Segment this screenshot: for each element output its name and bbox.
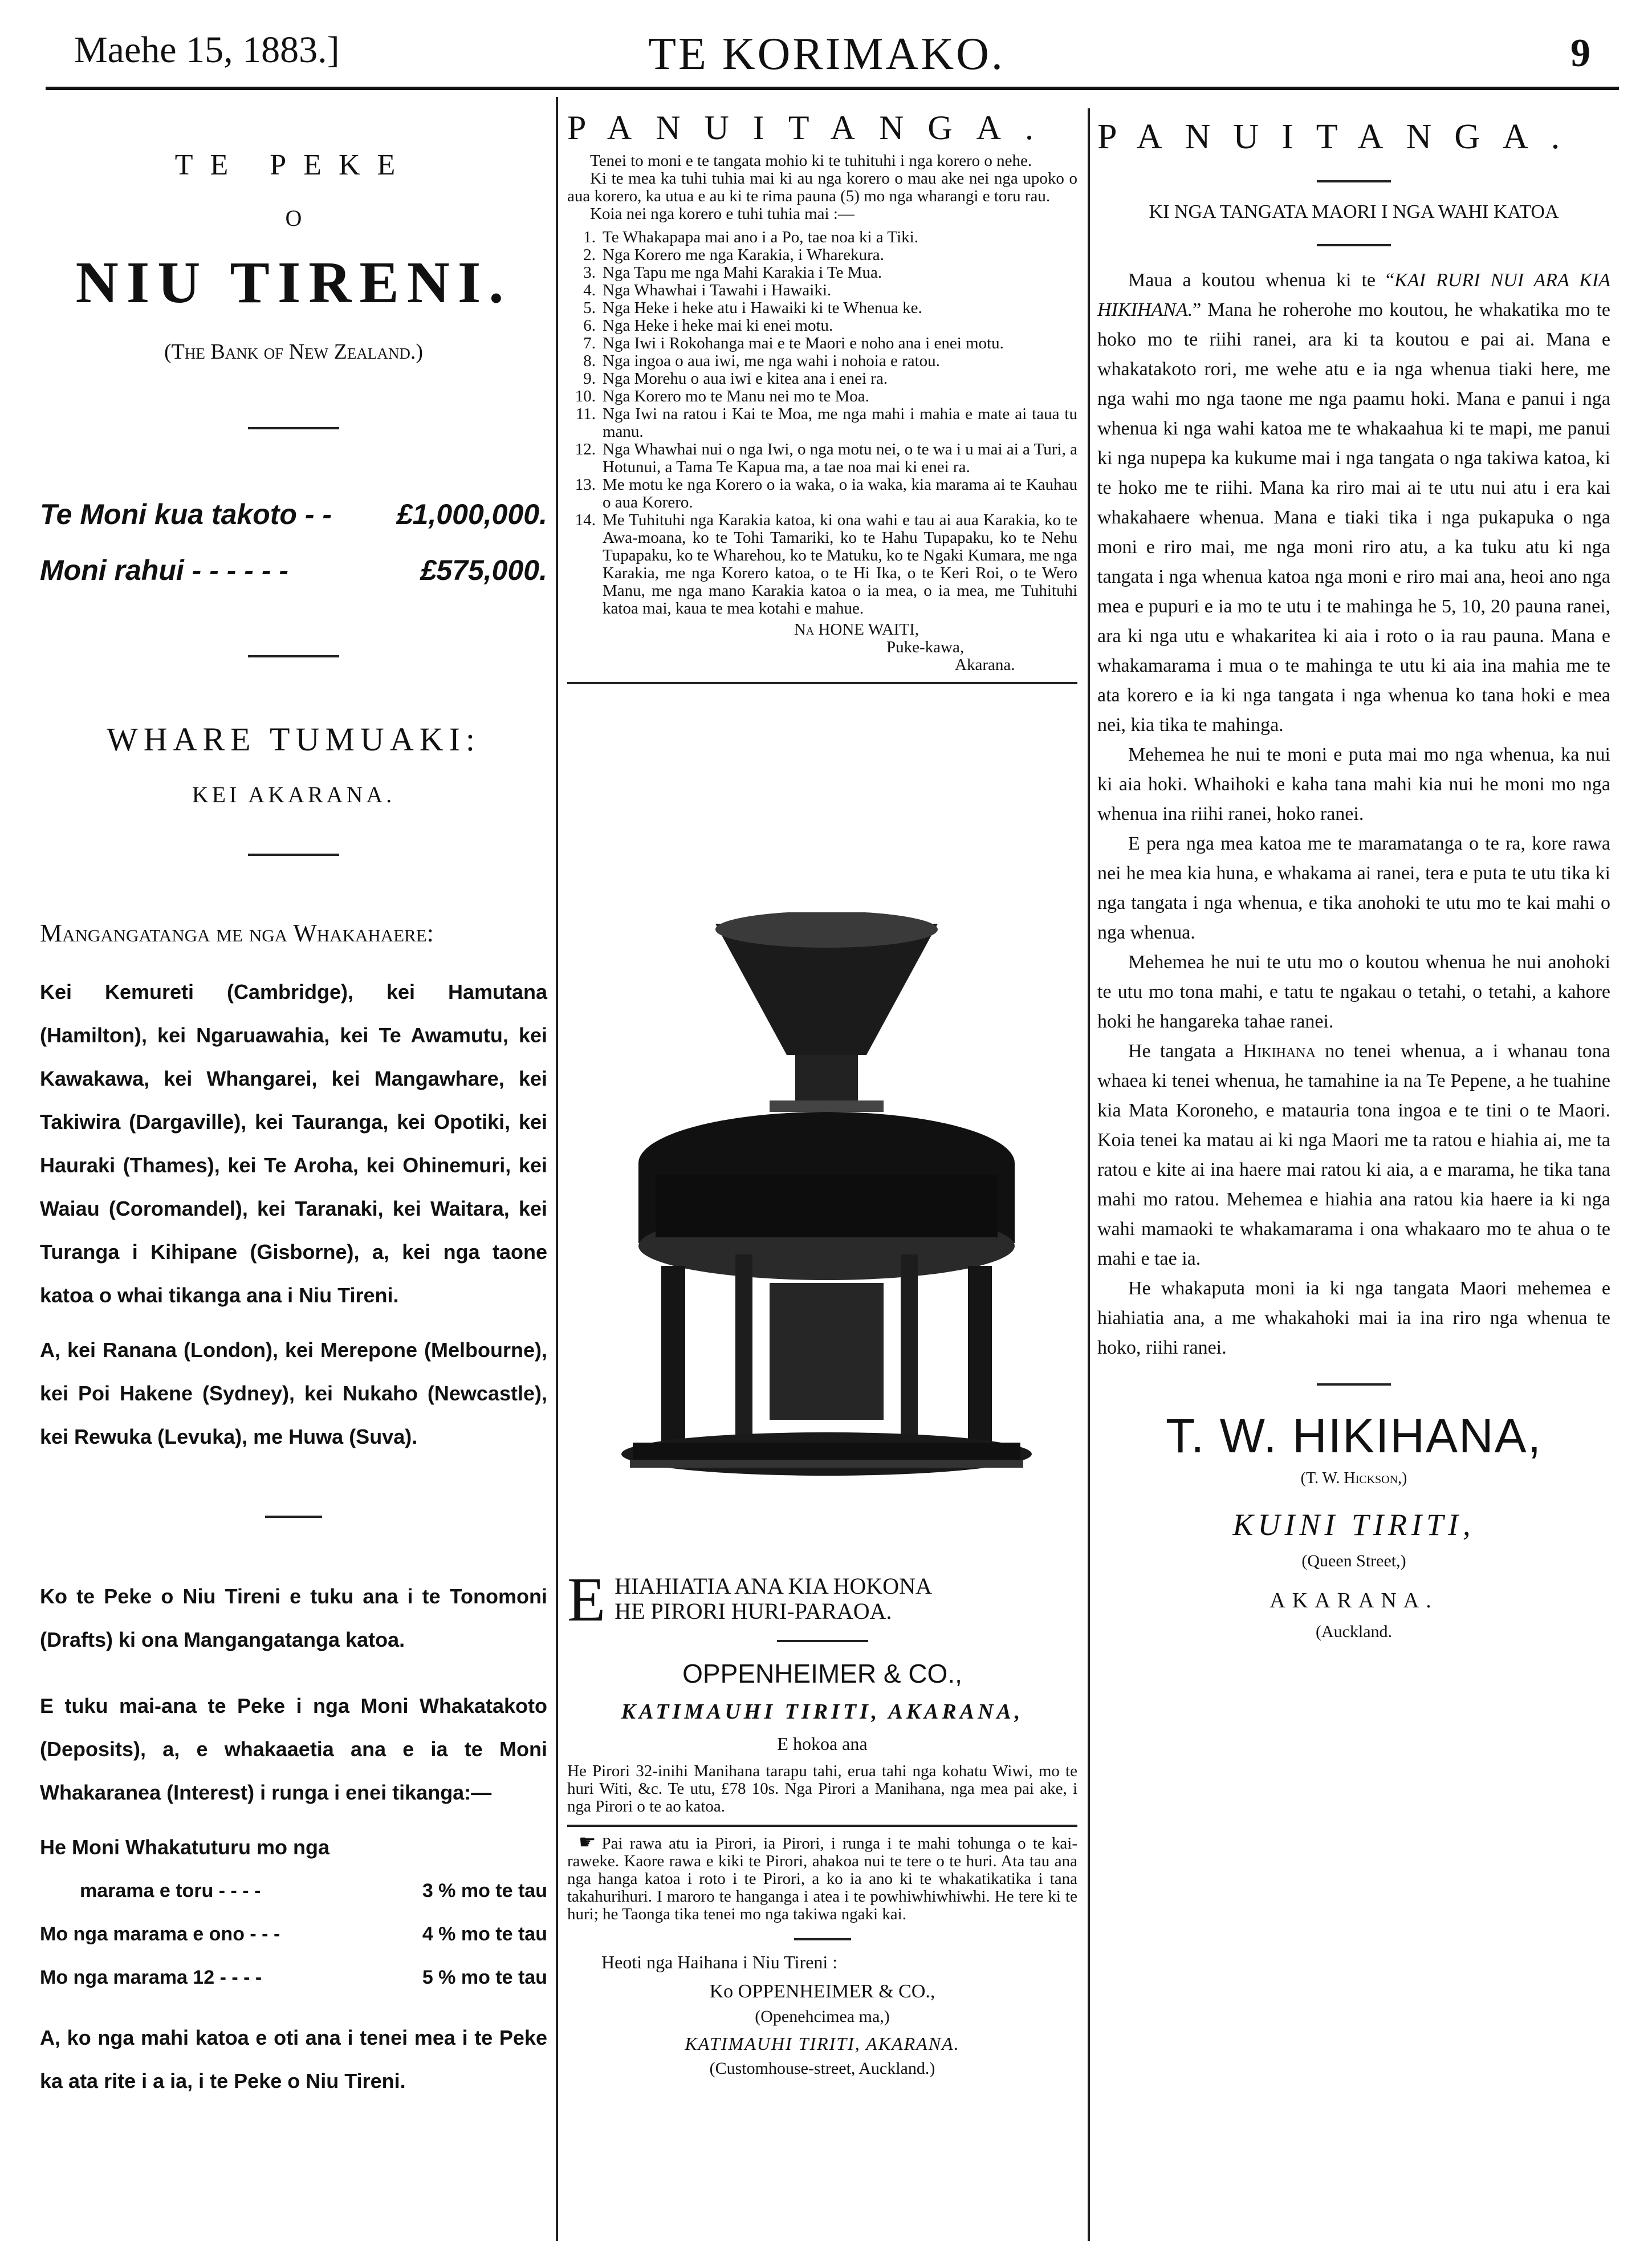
divider: [794, 1938, 851, 1940]
mill-heading-line1: HIAHIATIA ANA KIA HOKONA: [615, 1573, 932, 1599]
surname: Hikihana: [1243, 1041, 1316, 1062]
paragraph: He tangata a Hikihana no tenei whenua, a i whanau tona whaea ki tenei whenua, he tamahine ia na Te Pepene, a he tuahine kia Mata Koroneho, e matauria tona ingoa e te tini o te Maori. Koia tenei ka matau ai ki nga Maori me ta ratou e hiahia ai, me ta ratou e kite ai ina haere mai ratou ki aia, a e marama, he tika tana mahi mo ratou. Mehemea e hiahia ana ratou kia haere ia ki nga wahi mamaoki te whakamarama i ona whakaaro mo te ahua o te mahi e tae ia.: [1097, 1041, 1610, 1269]
column-rule-right: [1088, 108, 1090, 2241]
deposits-text: E tuku mai-ana te Peke i nga Moni Whakatakoto (Deposits), a, e whakaaetia ana e ia te Moni Whakaranea (Interest) i runga i enei tikanga:—: [40, 1694, 547, 1804]
divider: [1317, 244, 1391, 246]
right-notice-subheading: KI NGA TANGATA MAORI I NGA WAHI KATOA: [1149, 201, 1559, 222]
branches-text: Kei Kemureti (Cambridge), kei Hamutana (Hamilton), kei Ngaruawahia, kei Te Awamutu, kei Kawakawa, kei Whangarei, kei Mangawhare, kei Takiwira (Dargaville), kei Tauranga, kei Opotiki, kei Hauraki (Thames), kei Te Aroha, kei Ohinemuri, kei Waiau (Coromandel), kei Taranaki, kei Waitara, kei Turanga i Kihipane (Gisborne), a, kei nga taone katoa o whai tikanga ana i Niu Tireni.: [40, 980, 547, 1307]
interest-rates: [40, 1869, 547, 1999]
overseas-text: A, kei Ranana (London), kei Merepone (Melbourne), kei Poi Hakene (Sydney), kei Nukaho (Newcastle), kei Rewuka (Levuka), me Huwa (Suva).: [40, 1338, 547, 1448]
mill-heading-text: [615, 1574, 932, 1624]
newspaper-title: TE KORIMAKO.: [648, 29, 1005, 79]
head-office-location: KEI AKARANA.: [192, 782, 396, 807]
list-item: 3. Nga Tapu me nga Mahi Karakia i Te Mua.: [583, 263, 882, 282]
paragraph: Mehemea he nui te moni e puta mai mo nga whenua, ka nui ki aia hoki. Whaihoki e kaha tana mahi kia nui he moni mo nga whenua ina riihi ranei, hoko ranei.: [1097, 744, 1610, 825]
agent-name: Ko OPPENHEIMER & CO.,: [709, 1981, 935, 2002]
mill-sells: E hokoa ana: [777, 1733, 868, 1754]
list-item: 6. Nga Heke i heke mai ki enei motu.: [583, 316, 833, 335]
closing-text: A, ko nga mahi katoa e oti ana i tenei mea i te Peke ka ata rite i a ia, i te Peke o Niu Tireni.: [40, 2026, 547, 2093]
mill-promo-text: Pai rawa atu ia Pirori, ia Pirori, i runga i te mahi tohunga o te kai-raweke. Kaore rawa e kiki te Pirori, ahakoa nui te tere o te huri. Ata tau ana nga hanga katoa i roto i te Pirori, a ko ia ano ki te whakatikatika i tana takahurihuri. I maroro te hanganga i atea i te powhiwhiwhiwhi. He tere ki te huri; he Taonga tika tenei mo nga takiwa ngaki kai.: [567, 1834, 1077, 1923]
masthead-rule: [46, 87, 1619, 90]
mill-heading: [567, 1565, 1077, 1634]
mill-product-text: He Pirori 32-inihi Manihana tarapu tahi, erua tahi nga kohatu Wiwi, mo te huri Witi, &c. Te utu, £78 10s. Nga Pirori a Manihana, nga mea pai ake, i nga Pirori o te ao katoa.: [567, 1762, 1077, 1816]
capital-label: Te Moni kua takoto - -: [40, 498, 332, 530]
agent-city: AKARANA.: [1269, 1589, 1438, 1613]
divider: [248, 427, 339, 429]
head-office-title: WHARE TUMUAKI:: [106, 721, 481, 758]
rate-value: 5 % mo te tau: [422, 1967, 547, 1988]
rate-value: 4 % mo te tau: [422, 1923, 547, 1945]
drafts-text: Ko te Peke o Niu Tireni e tuku ana i te Tonomoni (Drafts) ki ona Mangangatanga katoa.: [40, 1585, 547, 1651]
paragraph: Mehemea he nui te utu mo o koutou whenua he nui anohoki te utu mo tona mahi, e tatu te ngakau o tetahi, o tetahi, a kahore hoki he hangareka tahae ranei.: [1097, 952, 1610, 1032]
agent-street: KATIMAUHI TIRITI, AKARANA.: [685, 2033, 960, 2054]
list-item: 1. Te Whakapapa mai ano i a Po, tae noa ki a Tiki.: [583, 228, 918, 246]
section-rule: [567, 1825, 1077, 1827]
notice-list-intro: Koia nei nga korero e tuhi tuhia mai :—: [590, 205, 855, 223]
rates-intro: He Moni Whakatuturu mo nga: [40, 1835, 329, 1859]
list-item: 4. Nga Whawhai i Tawahi i Hawaiki.: [583, 281, 832, 299]
column-rule-left: [556, 97, 558, 2241]
mill-street: KATIMAUHI TIRITI, AKARANA,: [621, 1700, 1024, 1724]
notice-intro: Tenei to moni e te tangata mohio ki te tuhituhi i nga korero o nehe.: [590, 152, 1032, 170]
list-item: 10. Nga Korero mo te Manu nei mo te Moa.: [575, 387, 869, 405]
flour-mill-icon: [599, 912, 1055, 1483]
divider: [265, 1516, 322, 1518]
capital-row: [40, 498, 547, 531]
divider: [777, 1640, 868, 1642]
rate-row: [40, 1956, 547, 1999]
list-item: 14. Me Tuhituhi nga Karakia katoa, ki ona wahi e tau ai aua Karakia, ko te Awa-moana, ko te Tohi Tamariki, ko te Hahu Tupapaku, ko te Nehu Tupapaku, ko te Wharehou, ko te Matuku, ko te Ngaki Kumara, me nga Karakia, me nga Korero katoa, o te Hi Ika, o te Keri Roi, o te Wero Manu, me nga mano Karakia katoa o ia mea, o ia mea, me Tuhituhi katoa mai, kaua te mea kotahi e mahue.: [575, 511, 1077, 618]
rate-row: [40, 1912, 547, 1956]
rate-term: Mo nga marama 12 - - - -: [40, 1967, 262, 1988]
flour-mill-illustration: [599, 912, 1055, 1483]
signature-place2: Akarana.: [955, 656, 1015, 674]
signature-name: Na HONE WAITI,: [794, 620, 919, 639]
reserve-row: [40, 554, 547, 587]
reserve-label: Moni rahui - - - - - -: [40, 554, 289, 586]
divider: [1317, 180, 1391, 182]
agent-surname: T. W. HIKIHANA,: [1165, 1409, 1543, 1463]
issue-date: Maehe 15, 1883.]: [74, 29, 340, 71]
bank-title-line3: NIU TIRENI.: [75, 250, 512, 315]
agent-street-right: KUINI TIRITI,: [1232, 1508, 1475, 1542]
mill-promo: [567, 1834, 1077, 1923]
right-notice-body: [1097, 266, 1610, 1363]
drop-cap: E: [567, 1565, 606, 1634]
right-notice-heading: PANUITANGA.: [1097, 117, 1583, 156]
paragraph: Maua a koutou whenua ki te “KAI RURI NUI ARA KIA HIKIHANA.” Mana he roherohe mo koutou, he whakatika mo te hoko mo te riihi ranei, ara ki ta koutou e pai ai. Mana e whakatakoto rori, me wehe atu e ia nga whenua tiaki here, me nga wahi mo nga taone me nga paamu hoki. Mana e panui i nga whenua ki nga wahi katoa me te whakaahua ki te mapi, me panui ki nga nupepa ka kukume mai i nga tangata o nga takiwa katoa, ki te hoko me te riihi. Mana ka riro mai ai te utu nui atu i era kai whakahaere whenua. Mana e tiaki tika i nga pukapuka o nga moni e riro mai, me nga moni riro atu, a ka tuku atu ki nga tangata i nga whenua katoa nga moni e riro mai ana, heoi ano nga mea e pupuri e ia mo te utu i te mahinga he 5, 10, 20 pauna ranei, ara ki nga utu e whakaritea ki aia i roto o ia rau pauna. Mana e whakamarama i mua o te mahinga te utu ki aia ina mahia me te ata korero e ia ki nga tangata i nga whenua ko tana hoki e mea nei, kia tika te mahinga.: [1097, 270, 1610, 736]
rate-term: Mo nga marama e ono - - -: [40, 1923, 280, 1945]
notice-body: [567, 152, 1077, 674]
list-item: 12. Nga Whawhai nui o nga Iwi, o nga motu nei, o te wa i u mai ai a Turi, a Hotunui, a Tama Te Kapua ma, a tae noa mai ki enei ra.: [575, 440, 1077, 476]
capital-value: £1,000,000.: [396, 498, 547, 530]
agent-street-right-en: (Queen Street,): [1301, 1552, 1406, 1570]
agent-surname-en: (T. W. Hickson,): [1300, 1469, 1407, 1487]
list-item: 7. Nga Iwi i Rokohanga mai e te Maori e noho ana i enei motu.: [583, 334, 1004, 352]
pointing-hand-icon: ☛: [579, 1832, 596, 1853]
branches-title: Mangangatanga me nga Whakahaere:: [40, 919, 434, 947]
list-item: 13. Me motu ke nga Korero o ia waka, o ia waka, kia marama ai te Kauhau o aua Korero.: [575, 476, 1077, 511]
agents-intro: Heoti nga Haihana i Niu Tireni :: [601, 1952, 838, 1972]
bank-title-line2: O: [285, 205, 302, 231]
divider: [248, 854, 339, 856]
rate-row: [40, 1869, 547, 1912]
rate-term: marama e toru - - - -: [80, 1880, 261, 1902]
mill-heading-line2: HE PIRORI HURI-PARAOA.: [615, 1598, 892, 1624]
bank-advertisement: [40, 148, 547, 2103]
page-number: 9: [1570, 31, 1590, 75]
divider: [1317, 1383, 1391, 1386]
list-item: 9. Nga Morehu o aua iwi e kitea ana i enei ra.: [583, 369, 888, 388]
list-item: 5. Nga Heke i heke atu i Hawaiki ki te Whenua ke.: [583, 299, 922, 317]
mill-advertisement: [567, 1565, 1077, 2078]
notice-topics: [567, 229, 1077, 618]
reserve-value: £575,000.: [420, 554, 547, 586]
signature-place1: Puke-kawa,: [886, 638, 965, 656]
company-name: KAI RURI NUI ARA KIA HIKIHANA.: [1097, 270, 1610, 320]
divider: [248, 655, 339, 657]
list-item: 2. Nga Korero me nga Karakia, i Wharekura.: [583, 246, 884, 264]
rate-value: 3 % mo te tau: [422, 1880, 547, 1902]
land-agent-notice: [1097, 117, 1610, 1642]
paragraph: E pera nga mea katoa me te maramatanga o te ra, kore rawa nei he mea kia huna, e whakama ai ranei, tera e puta te utu tika ki nga tangata i nga whenua, e tika anohoki te utu mo te kai mahi o nga whenua.: [1097, 833, 1610, 943]
agent-city-en: (Auckland.: [1315, 1622, 1393, 1641]
list-item: 8. Nga ingoa o aua iwi, me nga wahi i nohoia e ratou.: [583, 352, 940, 370]
bank-subtitle: (The Bank of New Zealand.): [164, 340, 423, 364]
paragraph: He whakaputa moni ia ki nga tangata Maori mehemea e hiahiatia ana, a me whakahoki mai ia ina riro nga whenua te hoko, riihi ranei.: [1097, 1278, 1610, 1358]
notice-offer: Ki te mea ka tuhi tuhia mai ki au nga korero o mau ake nei nga upoko o aua korero, ka utua e au ki te rima pauna (5) mo nga wharangi e toru rau.: [567, 169, 1077, 205]
section-rule: [567, 682, 1077, 684]
masthead: [40, 23, 1613, 88]
mill-firm: OPPENHEIMER & CO.,: [682, 1659, 962, 1688]
notice-heading: PANUITANGA.: [567, 109, 1057, 147]
list-item: 11. Nga Iwi na ratou i Kai te Moa, me nga mahi i mahia e mate ai taua tu manu.: [575, 405, 1077, 441]
history-notice: [567, 108, 1077, 684]
bank-title-line1: TE PEKE: [174, 149, 413, 181]
agent-alias: (Openehcimea ma,): [755, 2007, 890, 2026]
agent-street-en: (Customhouse-street, Auckland.): [709, 2059, 935, 2078]
